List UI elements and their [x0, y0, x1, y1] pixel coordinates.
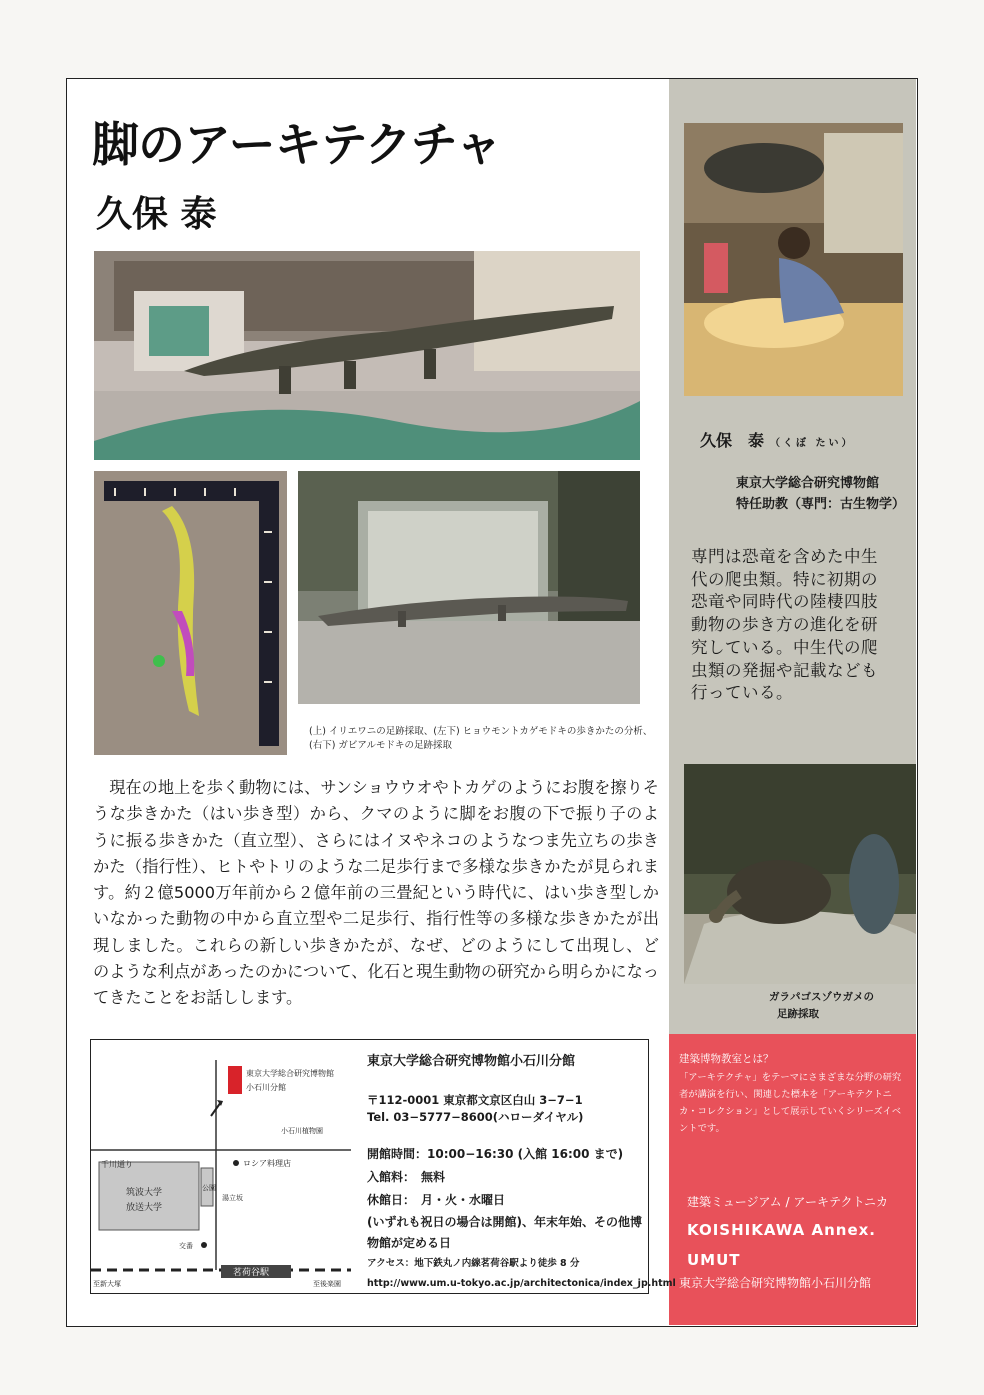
map-venue-label-1: 東京大学総合研究博物館	[246, 1069, 334, 1078]
map-university-label-2: 放送大学	[126, 1203, 163, 1213]
map-station-label: 茗荷谷駅	[233, 1268, 270, 1278]
venue-url[interactable]: http://www.um.u-tokyo.ac.jp/architectonica/index_jp.html	[367, 1278, 676, 1289]
brand-name	[687, 1215, 876, 1275]
professor-affiliation	[736, 473, 905, 515]
map-venue-marker	[228, 1066, 242, 1094]
map-restaurant-label: ロシア料理店	[243, 1159, 291, 1168]
caption-line-2: (右下) ガビアルモドキの足跡採取	[309, 740, 453, 751]
galapagos-tortoise-icon	[684, 764, 916, 984]
venue-closed-note: (いずれも祝日の場合は開館)、年末年始、その他博物館が定める日	[367, 1215, 642, 1250]
leopard-gecko-footprint-icon	[94, 471, 287, 755]
professor-bio: 専門は恐竜を含めた中生代の爬虫類。特に初期の恐竜や同時代の陸棲四肢動物の歩き方の進化を研究している。中生代の爬虫類の発掘や記載なども行っている。	[691, 547, 878, 703]
page-title: 脚のアーキテクチャ	[92, 118, 502, 173]
researcher-at-desk-icon	[684, 123, 903, 396]
venue-tel: Tel. 03−5777−8600(ハローダイヤル)	[367, 1110, 584, 1124]
venue-closed: 休館日： 月・火・水曜日	[367, 1193, 506, 1207]
map-west-label: 至新大塚	[93, 1280, 121, 1288]
museum-name: 東京大学総合研究博物館小石川分館	[679, 1276, 872, 1290]
professor-name-kanji: 久保 泰	[700, 431, 765, 450]
position-line: 特任助教（専門：古生物学）	[736, 497, 906, 512]
crocodile-walking-icon	[94, 251, 640, 460]
tortoise-caption	[769, 989, 874, 1023]
series-description: 「アーキテクチャ」をテーマにさまざまな分野の研究者が講演を行い、関連した標本を「アーキテクトニカ・コレクション」として展示していくシリーズイベントです。	[679, 1072, 902, 1134]
series-subtitle: 建築ミュージアム / アーキテクトニカ	[687, 1195, 889, 1209]
map-slope-label: 湯立坂	[222, 1194, 243, 1202]
map-university-label-1: 筑波大学	[126, 1188, 163, 1198]
series-question: 建築博物教室とは？	[679, 1053, 774, 1065]
venue-access-line: アクセス：地下鉄丸ノ内線茗荷谷駅より徒歩 8 分	[367, 1258, 580, 1269]
author-name: 久保 泰	[96, 193, 217, 235]
map-east-label: 至後楽園	[313, 1280, 341, 1288]
brand-line-2: UMUT	[687, 1251, 741, 1269]
map-venue-label-2: 小石川分館	[246, 1083, 286, 1092]
map-park-label: 公園	[202, 1184, 216, 1192]
venue-hours-block	[367, 1143, 647, 1254]
venue-fee: 入館料： 無料	[367, 1170, 446, 1184]
professor-name	[700, 428, 855, 451]
gharial-walking-icon	[298, 471, 640, 704]
brand-line-1: KOISHIKAWA Annex.	[687, 1221, 876, 1239]
photo-caption	[309, 725, 659, 753]
lecture-description: 現在の地上を歩く動物には、サンショウウオやトカゲのようにお腹を擦りそうな歩きかた（はい歩き型）から、クマのように脚をお腹の下で振り子のように振る歩きかた（直立型）、さらにはイヌやネコのようなつま先立ちの歩きかた（指行性）、ヒトやトリのような二足歩行まで多様な歩きかたが見られます。約２億5000万年前から２億年前の三畳紀という時代に、はい歩き型しかいなかった動物の中から直立型や二足歩行、指行性等の多様な歩きかたが出現しました。これらの新しい歩きかたが、なぜ、どのようにして出現し、どのような利点があったのかについて、化石と現生動物の研究から明らかになってきたことをお話しします。	[93, 778, 659, 1008]
map-intersection-label: 交番	[179, 1242, 193, 1250]
map-garden-label: 小石川植物園	[281, 1127, 323, 1135]
venue-title: 東京大学総合研究博物館小石川分館	[367, 1054, 576, 1069]
tortoise-caption-line-2: 足跡採取	[777, 1008, 819, 1020]
venue-access	[367, 1254, 676, 1294]
map-street-label: 千川通り	[101, 1160, 133, 1169]
professor-name-kana: （くぼ たい）	[770, 438, 855, 449]
venue-hours: 開館時間：10:00−16:30 (入館 16:00 まで)	[367, 1147, 624, 1161]
venue-postal: 〒112-0001 東京都文京区白山 3−7−1	[367, 1093, 583, 1107]
tortoise-caption-line-1: ガラパゴスゾウガメの	[769, 991, 874, 1003]
caption-line-1: (上) イリエワニの足跡採取、(左下) ヒョウモントカゲモドキの歩きかたの分析、	[309, 726, 653, 737]
affiliation-line: 東京大学総合研究博物館	[736, 476, 880, 491]
venue-address	[367, 1092, 583, 1126]
venue-info-box	[90, 1039, 676, 1294]
access-map	[91, 1040, 351, 1293]
